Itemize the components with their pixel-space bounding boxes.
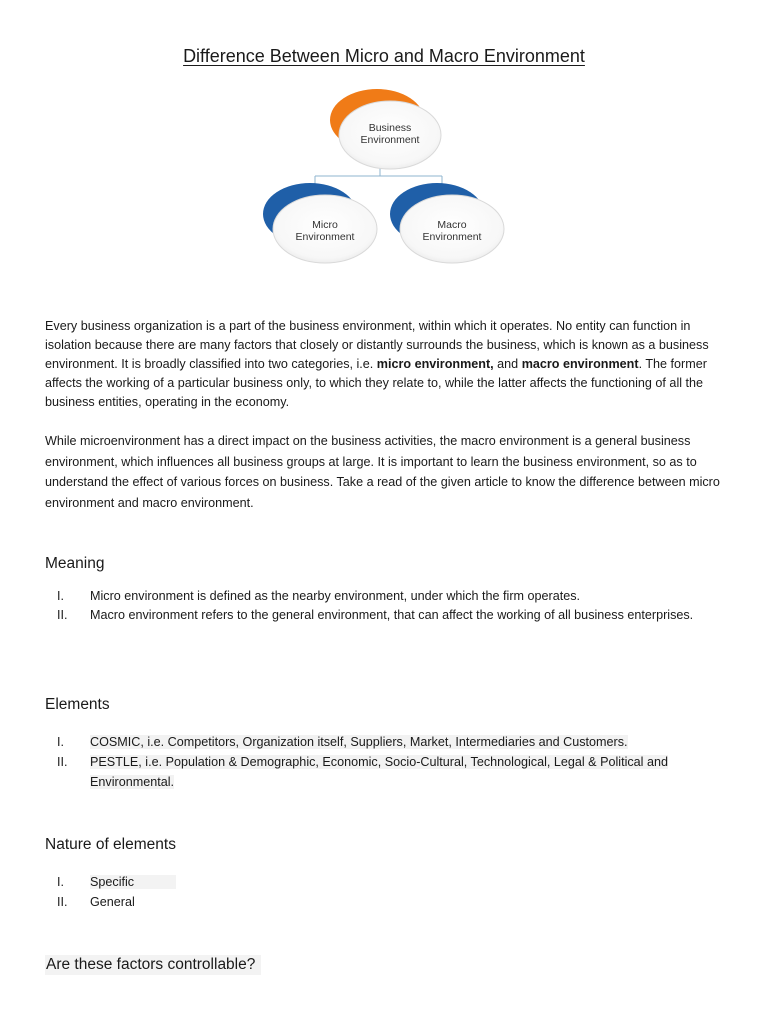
intro-paragraph-1: Every business organization is a part of the business environment, within which it operates. No entity can function in isolation because there are many factors that closely or distantly surrounds the business, which is known as a business environment. It is broadly classified into two categories, i.e. micro environment, and macro environment. The former affects the working of a particular business only, to which they relate to, while the latter affects the functioning of all the business entities, operating in the economy.: [45, 319, 709, 409]
diagram-node-macro-environment: [390, 183, 504, 263]
list-item: II. PESTLE, i.e. Population & Demographic, Economic, Socio-Cultural, Technological, Legal & Political and Environmental.: [57, 755, 668, 789]
node-label: Environment: [295, 231, 355, 243]
meaning-list: [45, 587, 725, 625]
section-heading-nature: Nature of elements: [45, 836, 176, 853]
list-item: II. Macro environment refers to the general environment, that can affect the working of all business enterprises.: [57, 608, 694, 622]
list-item: I. COSMIC, i.e. Competitors, Organization itself, Suppliers, Market, Intermediaries and Customers.: [57, 735, 628, 749]
node-label: Micro: [312, 219, 338, 231]
list-item: II. General: [57, 895, 135, 909]
section-heading-controllable: Are these factors controllable?: [45, 955, 261, 975]
section-heading-meaning: Meaning: [45, 555, 105, 572]
node-label: Business: [368, 122, 412, 134]
nature-list: [45, 872, 725, 912]
node-label: Environment: [360, 134, 420, 146]
list-item: I. Specific: [45, 872, 725, 892]
node-label: Macro: [437, 219, 467, 231]
intro-paragraph-2: While microenvironment has a direct impact on the business activities, the macro environment is a general business environment, which influences all business groups at large. It is important to learn the business environment, so as to understand the effect of various forces on business. Take a read of the given article to know the difference between micro environment and macro environment.: [45, 434, 720, 510]
diagram-node-business-environment: [330, 89, 441, 169]
list-item: I. Micro environment is defined as the nearby environment, under which the firm operates.: [57, 589, 581, 603]
section-heading-elements: Elements: [45, 696, 110, 713]
page-title: Difference Between Micro and Macro Environment: [183, 46, 585, 66]
diagram-node-micro-environment: [263, 183, 377, 263]
node-label: Environment: [422, 231, 482, 243]
elements-list: [45, 732, 725, 792]
business-environment-diagram: [255, 82, 515, 272]
